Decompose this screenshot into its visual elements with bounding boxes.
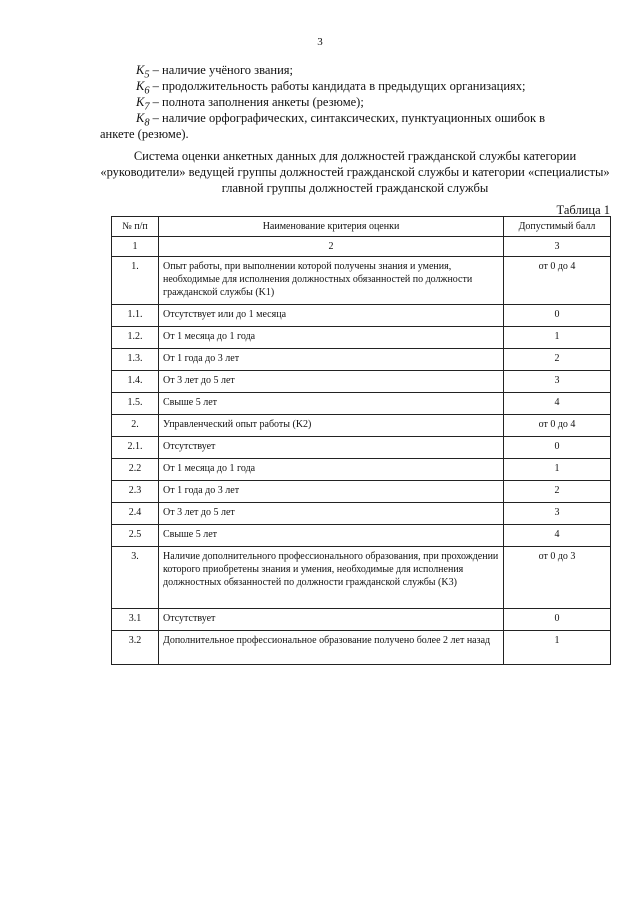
criterion-code: $K_6$ [136, 79, 150, 97]
row-number: 1.4. [112, 371, 159, 393]
row-criterion: От 1 года до 3 лет [159, 481, 504, 503]
row-criterion: Наличие дополнительного профессионального образования, при прохождении которого приобретены знания и умения, необходимые для исполнения должностных обязанностей по должности гражданской службы (K3) [159, 547, 504, 609]
table-row [112, 415, 611, 437]
row-number: 2.1. [112, 437, 159, 459]
table-row [112, 237, 611, 257]
table-row [112, 631, 611, 665]
criterion-k7: $K_7$ – полнота заполнения анкеты (резюме); [136, 95, 364, 113]
row-criterion: От 1 года до 3 лет [159, 349, 504, 371]
row-criterion: Опыт работы, при выполнении которой получены знания и умения, необходимые для исполнения должностных обязанностей по должности гражданской службы (K1) [159, 257, 504, 305]
row-number: 2.2 [112, 459, 159, 481]
header-num: № п/п [112, 217, 159, 237]
table-row [112, 481, 611, 503]
row-score: 2 [504, 481, 611, 503]
row-criterion: От 3 лет до 5 лет [159, 503, 504, 525]
row-score: 3 [504, 237, 611, 257]
table-row [112, 305, 611, 327]
row-score: 3 [504, 371, 611, 393]
table-row [112, 525, 611, 547]
header-criterion: Наименование критерия оценки [159, 217, 504, 237]
row-score: 1 [504, 459, 611, 481]
row-criterion: От 3 лет до 5 лет [159, 371, 504, 393]
row-number: 3.1 [112, 609, 159, 631]
row-criterion: Дополнительное профессиональное образование получено более 2 лет назад [159, 631, 504, 665]
table-row [112, 437, 611, 459]
row-number: 1.1. [112, 305, 159, 327]
row-score: 4 [504, 393, 611, 415]
page-number: 3 [317, 36, 323, 48]
row-score: 3 [504, 503, 611, 525]
row-score: 0 [504, 305, 611, 327]
row-number: 3. [112, 547, 159, 609]
criterion-code: $K_8$ [136, 111, 150, 129]
row-criterion: 2 [159, 237, 504, 257]
row-score: 1 [504, 631, 611, 665]
row-criterion: Отсутствует [159, 609, 504, 631]
row-criterion: Свыше 5 лет [159, 393, 504, 415]
section-title: Система оценки анкетных данных для должностей гражданской службы категории «руководители» ведущей группы должностей гражданской службы и категории «специалисты» главной группы должностей гражданской службы [100, 149, 610, 195]
table-row [112, 371, 611, 393]
table-row [112, 349, 611, 371]
row-criterion: От 1 месяца до 1 года [159, 459, 504, 481]
row-number: 1 [112, 237, 159, 257]
row-criterion: Свыше 5 лет [159, 525, 504, 547]
row-number: 2.5 [112, 525, 159, 547]
row-score: от 0 до 4 [504, 415, 611, 437]
criterion-code: $K_5$ [136, 63, 150, 81]
table-caption: Таблица 1 [556, 203, 610, 217]
row-score: 4 [504, 525, 611, 547]
row-score: 2 [504, 349, 611, 371]
row-score: от 0 до 3 [504, 547, 611, 609]
row-criterion: От 1 месяца до 1 года [159, 327, 504, 349]
row-score: 1 [504, 327, 611, 349]
criterion-k6: $K_6$ – продолжительность работы кандидата в предыдущих организациях; [136, 79, 526, 97]
row-number: 1.5. [112, 393, 159, 415]
table-row [112, 459, 611, 481]
table-row [112, 257, 611, 305]
table-row [112, 503, 611, 525]
table-row [112, 393, 611, 415]
table-row [112, 547, 611, 609]
row-number: 1.3. [112, 349, 159, 371]
row-number: 2.4 [112, 503, 159, 525]
header-score: Допустимый балл [504, 217, 611, 237]
assessment-table [111, 216, 611, 665]
row-criterion: Отсутствует [159, 437, 504, 459]
row-criterion: Управленческий опыт работы (K2) [159, 415, 504, 437]
row-score: от 0 до 4 [504, 257, 611, 305]
criterion-k8: $K_8$ – наличие орфографических, синтаксических, пунктуационных ошибок в [136, 111, 546, 129]
row-number: 3.2 [112, 631, 159, 665]
row-score: 0 [504, 609, 611, 631]
row-number: 2. [112, 415, 159, 437]
table-header-row [112, 217, 611, 237]
table-row [112, 609, 611, 631]
row-number: 1.2. [112, 327, 159, 349]
criterion-k8-continuation: анкете (резюме). [100, 127, 189, 141]
criterion-k5: $K_5$ – наличие учёного звания; [136, 63, 294, 81]
row-criterion: Отсутствует или до 1 месяца [159, 305, 504, 327]
table-row [112, 327, 611, 349]
row-score: 0 [504, 437, 611, 459]
criterion-code: $K_7$ [136, 95, 150, 113]
row-number: 1. [112, 257, 159, 305]
row-number: 2.3 [112, 481, 159, 503]
